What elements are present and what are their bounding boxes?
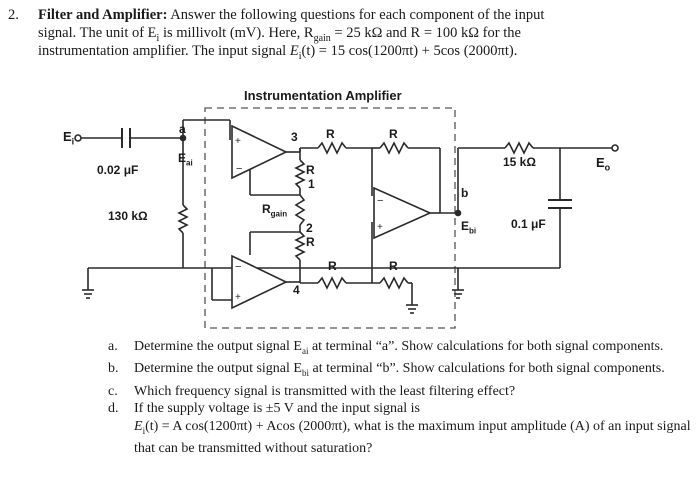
resistor-bot-1 — [318, 278, 346, 288]
svg-text:+: + — [235, 136, 241, 147]
sub-question-d: d. If the supply voltage is ±5 V and the input signal is $E_i(t) = A$ cos(1200πt) + Acos (2000πt), what is the maximum input amplitude (A) of an input signal that can be transmitted without saturation? — [108, 401, 691, 456]
svg-text:−: − — [377, 195, 384, 207]
question-line-3: instrumentation amplifier. The input signal $E_i(t) = 15$ cos(1200πt) + 5cos (2000πt). — [38, 43, 518, 62]
sub-question-list — [108, 338, 693, 457]
sub-question-b: b. Determine the output signal $E_{bi}$ at terminal “b”. Show calculations for both signal components. — [108, 361, 665, 379]
label-r-top2: R — [389, 127, 398, 141]
label-r-bot2: R — [389, 259, 398, 273]
label-eb: $E_{bi}$ — [461, 219, 477, 236]
diagram-title: Instrumentation Amplifier — [244, 88, 402, 103]
label-r2-letter: R — [306, 235, 315, 249]
svg-text:+: + — [377, 222, 383, 233]
sub-question-c: c. Which frequency signal is transmitted with the least filtering effect? — [108, 383, 516, 399]
input-terminal — [75, 135, 81, 141]
input-resistor — [179, 205, 187, 233]
label-r-bot1: R — [328, 259, 337, 273]
label-input: $E_i$ — [63, 129, 75, 147]
question-title: Filter and Amplifier: — [38, 7, 168, 23]
sub-question-a: a. Determine the output signal $E_{ai}$ at terminal “a”. Show calculations for both signal components. — [108, 339, 664, 356]
label-output: $E_o$ — [596, 155, 611, 173]
label-cap-in: 0.02 μF — [97, 163, 139, 177]
output-terminal — [612, 145, 618, 151]
question-line-2: signal. The unit of $E_i$ is millivolt (mV). Here, $R_{gain} = 25$ kΩ and R = 100 kΩ for the — [38, 25, 521, 44]
resistor-r1 — [296, 160, 304, 188]
ground-icon — [452, 290, 464, 298]
label-res-in: 130 kΩ — [108, 209, 148, 223]
label-op4: 4 — [293, 283, 300, 297]
label-res-out: 15 kΩ — [503, 155, 536, 169]
resistor-r2 — [296, 232, 304, 260]
label-r1-letter: R — [306, 163, 315, 177]
resistor-bot-2 — [380, 278, 408, 288]
label-r-top1: R — [326, 127, 335, 141]
output-resistor — [505, 143, 533, 153]
input-signal-eq: E — [289, 43, 299, 59]
svg-text:−: − — [236, 163, 243, 175]
svg-text:+: + — [235, 292, 241, 303]
label-ea: $E_{ai}$ — [178, 151, 193, 168]
question-line1-text: Answer the following questions for each component of the input — [170, 7, 545, 23]
resistor-top-1 — [318, 143, 346, 153]
label-rgain: $R_{gain}$ — [262, 202, 288, 219]
label-cap-out: 0.1 μF — [511, 217, 546, 231]
label-r2-num: 2 — [306, 221, 313, 235]
ground-icon — [406, 305, 418, 313]
label-op3: 3 — [291, 130, 298, 144]
resistor-top-2 — [380, 143, 408, 153]
ground-icon — [82, 290, 94, 298]
resistor-rgain — [296, 195, 304, 225]
question-number: 2. — [8, 7, 19, 23]
svg-text:−: − — [235, 261, 242, 273]
label-r1-num: 1 — [308, 177, 315, 191]
label-node-b: b — [461, 186, 469, 200]
label-node-a: a — [179, 122, 186, 136]
